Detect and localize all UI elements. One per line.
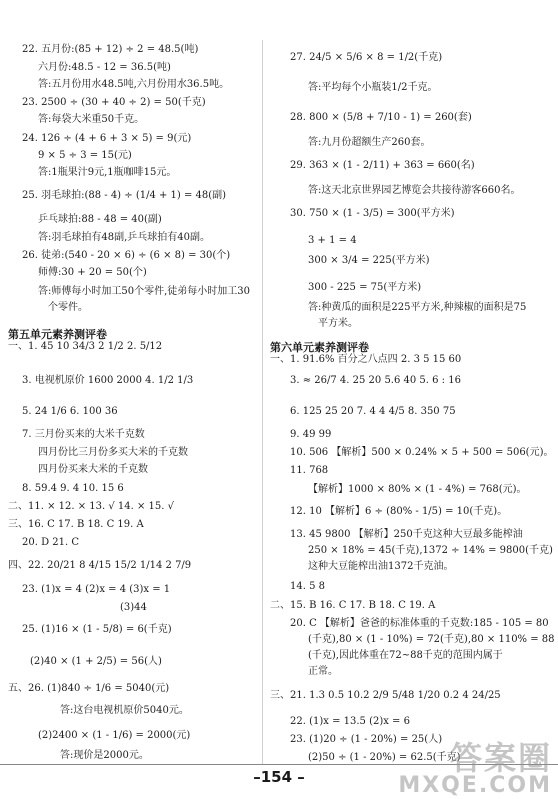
- answer-line: 5. 24 1/6 6. 100 36: [22, 406, 118, 417]
- section-header-unit5: 第五单元素养测评卷: [8, 328, 107, 341]
- answer-line: 答:这台电视机原价5040元。: [60, 705, 189, 716]
- answer-line: 【解析】1000 × 80% × (1 - 4%) = 768(元)。: [308, 484, 527, 495]
- answer-line: 四、22. 20/21 8 4/15 15/2 1/14 2 7/9: [8, 560, 192, 571]
- answer-line: 3 + 1 = 4: [308, 235, 357, 246]
- section-header-unit6: 第六单元素养测评卷: [270, 341, 369, 354]
- answer-line: 平方米。: [318, 318, 358, 329]
- answer-line: 11. 768: [290, 465, 329, 476]
- watermark-logo: [398, 741, 552, 797]
- answer-line: 一、1. 45 10 34/3 2 1/2 2. 5/12: [8, 341, 163, 352]
- answer-line: 13. 45 9800 【解析】250千克这种大豆最多能榨油: [290, 529, 523, 540]
- answer-line: 23. (1)20 ÷ (1 - 20%) = 25(人): [290, 734, 443, 745]
- answer-line: 答:五月份用水48.5吨,六月份用水36.5吨。: [38, 79, 230, 90]
- answer-line: 300 - 225 = 75(平方米): [308, 282, 422, 293]
- answer-line: 20. D 21. C: [22, 537, 80, 548]
- answer-line: 四月份买来大米的千克数: [38, 464, 148, 475]
- answer-line: 25. 羽毛球拍:(88 - 4) ÷ (1/4 + 1) = 48(副): [22, 190, 227, 201]
- answer-line: (2)40 × (1 + 2/5) = 56(人): [30, 656, 162, 667]
- answer-line: 答:师傅每小时加工50个零件,徒弟每小时加工30: [38, 286, 250, 297]
- answer-line: 3. 电视机原价 1600 2000 4. 1/2 1/3: [22, 375, 194, 386]
- answer-line: 答:这天北京世界园艺博览会共接待游客660名。: [308, 185, 521, 196]
- watermark-line1: 答案圈: [449, 739, 552, 777]
- answer-line: 27. 24/5 × 5/6 × 8 = 1/2(千克): [290, 52, 443, 63]
- answer-line: 正常。: [308, 666, 338, 677]
- answer-line: 个零件。: [48, 302, 88, 313]
- answer-line: 7. 三月份买来的大米千克数: [22, 429, 145, 440]
- answer-line: 答:羽毛球拍有48副,乒乓球拍有40副。: [38, 232, 210, 243]
- answer-line: (千克),因此体重在72~88千克的范围内属于: [308, 650, 503, 661]
- answer-line: 一、1. 91.6% 百分之八点四 2. 3 5 15 60: [270, 354, 462, 365]
- answer-line: 8. 59.4 9. 4 10. 15 6: [22, 483, 124, 494]
- watermark-line2: MXQE.COM: [398, 773, 552, 798]
- answer-line: 四月份比三月份多买大米的千克数: [38, 447, 188, 458]
- answer-line: 五、26. (1)840 ÷ 1/6 = 5040(元): [8, 683, 170, 694]
- answer-line: 300 × 3/4 = 225(平方米): [308, 255, 430, 266]
- answer-line: 答:每袋大米重50千克。: [38, 114, 145, 125]
- answer-line: 二、11. × 12. × 13. √ 14. × 15. √: [8, 501, 175, 512]
- answer-line: (3)44: [120, 602, 147, 613]
- column-divider: [262, 40, 263, 765]
- answer-line: (2)2400 × (1 - 1/6) = 2000(元): [38, 730, 191, 741]
- answer-line: 26. 徒弟:(540 - 20 × 6) ÷ (6 × 8) = 30(个): [22, 250, 231, 261]
- answer-line: 三、21. 1.3 0.5 10.2 2/9 5/48 1/20 0.2 4 24/25: [270, 690, 501, 701]
- answer-line: 10. 506 【解析】500 × 0.24% × 5 + 500 = 506(元)。: [290, 447, 554, 458]
- answer-line: 答:种黄瓜的面积是225平方米,种辣椒的面积是75: [308, 302, 527, 313]
- answer-line: 三、16. C 17. B 18. C 19. A: [8, 519, 144, 530]
- answer-line: 24. 126 ÷ (4 + 6 + 3 × 5) = 9(元): [22, 133, 192, 144]
- answer-line: 二、15. B 16. C 17. B 18. C 19. A: [270, 600, 436, 611]
- answer-line: 22. (1)x = 13.5 (2)x = 6: [290, 716, 410, 727]
- answer-line: 答:1瓶果汁9元,1瓶咖啡15元。: [38, 167, 177, 178]
- answer-line: 9 × 5 ÷ 3 = 15(元): [38, 150, 132, 161]
- answer-line: 23. (1)x = 4 (2)x = 4 (3)x = 1: [22, 584, 171, 595]
- answer-line: 30. 750 × (1 - 3/5) = 300(平方米): [290, 208, 455, 219]
- answer-line: 29. 363 × (1 - 2/11) + 363 = 660(名): [290, 160, 475, 171]
- answer-line: 答:九月份超额生产260套。: [308, 137, 431, 148]
- answer-line: 6. 125 25 20 7. 4 4 4/5 8. 350 75: [290, 406, 456, 417]
- answer-line: 20. C 【解析】爸爸的标准体重的千克数:185 - 105 = 80: [290, 618, 549, 629]
- answer-line: (千克),80 × (1 - 10%) = 72(千克),80 × 110% = 88: [308, 634, 555, 645]
- answer-line: 六月份:48.5 - 12 = 36.5(吨): [38, 62, 171, 73]
- answer-line: 3. ≈ 26/7 4. 25 20 5.6 40 5. 6 : 16: [290, 375, 461, 386]
- answer-line: 9. 49 99: [290, 429, 332, 440]
- answer-line: 乒乓球拍:88 - 48 = 40(副): [38, 214, 162, 225]
- answer-line: 28. 800 × (5/8 + 7/10 - 1) = 260(套): [290, 112, 472, 123]
- answer-line: 22. 五月份:(85 + 12) ÷ 2 = 48.5(吨): [22, 44, 199, 55]
- answer-line: 答:现价是2000元。: [60, 750, 149, 761]
- answer-line: 师傅:30 + 20 = 50(个): [38, 267, 147, 278]
- answer-line: 250 × 18% = 45(千克),1372 ÷ 14% = 9800(千克): [308, 545, 553, 556]
- answer-line: 25. (1)16 × (1 - 5/8) = 6(千克): [22, 624, 172, 635]
- answer-line: 23. 2500 ÷ (30 + 40 ÷ 2) = 50(千克): [22, 97, 206, 108]
- answer-line: 14. 5 8: [290, 581, 325, 592]
- answer-line: 答:平均每个小瓶装1/2千克。: [308, 82, 438, 93]
- answer-line: 这种大豆能榨出油1372千克油。: [308, 561, 454, 572]
- answer-line: (2)50 ÷ (1 - 20%) = 62.5(千克): [308, 752, 461, 763]
- answer-line: 12. 10 【解析】6 ÷ (80% - 1/5) = 10(千克)。: [290, 506, 508, 517]
- page-number: –154 –: [253, 768, 305, 786]
